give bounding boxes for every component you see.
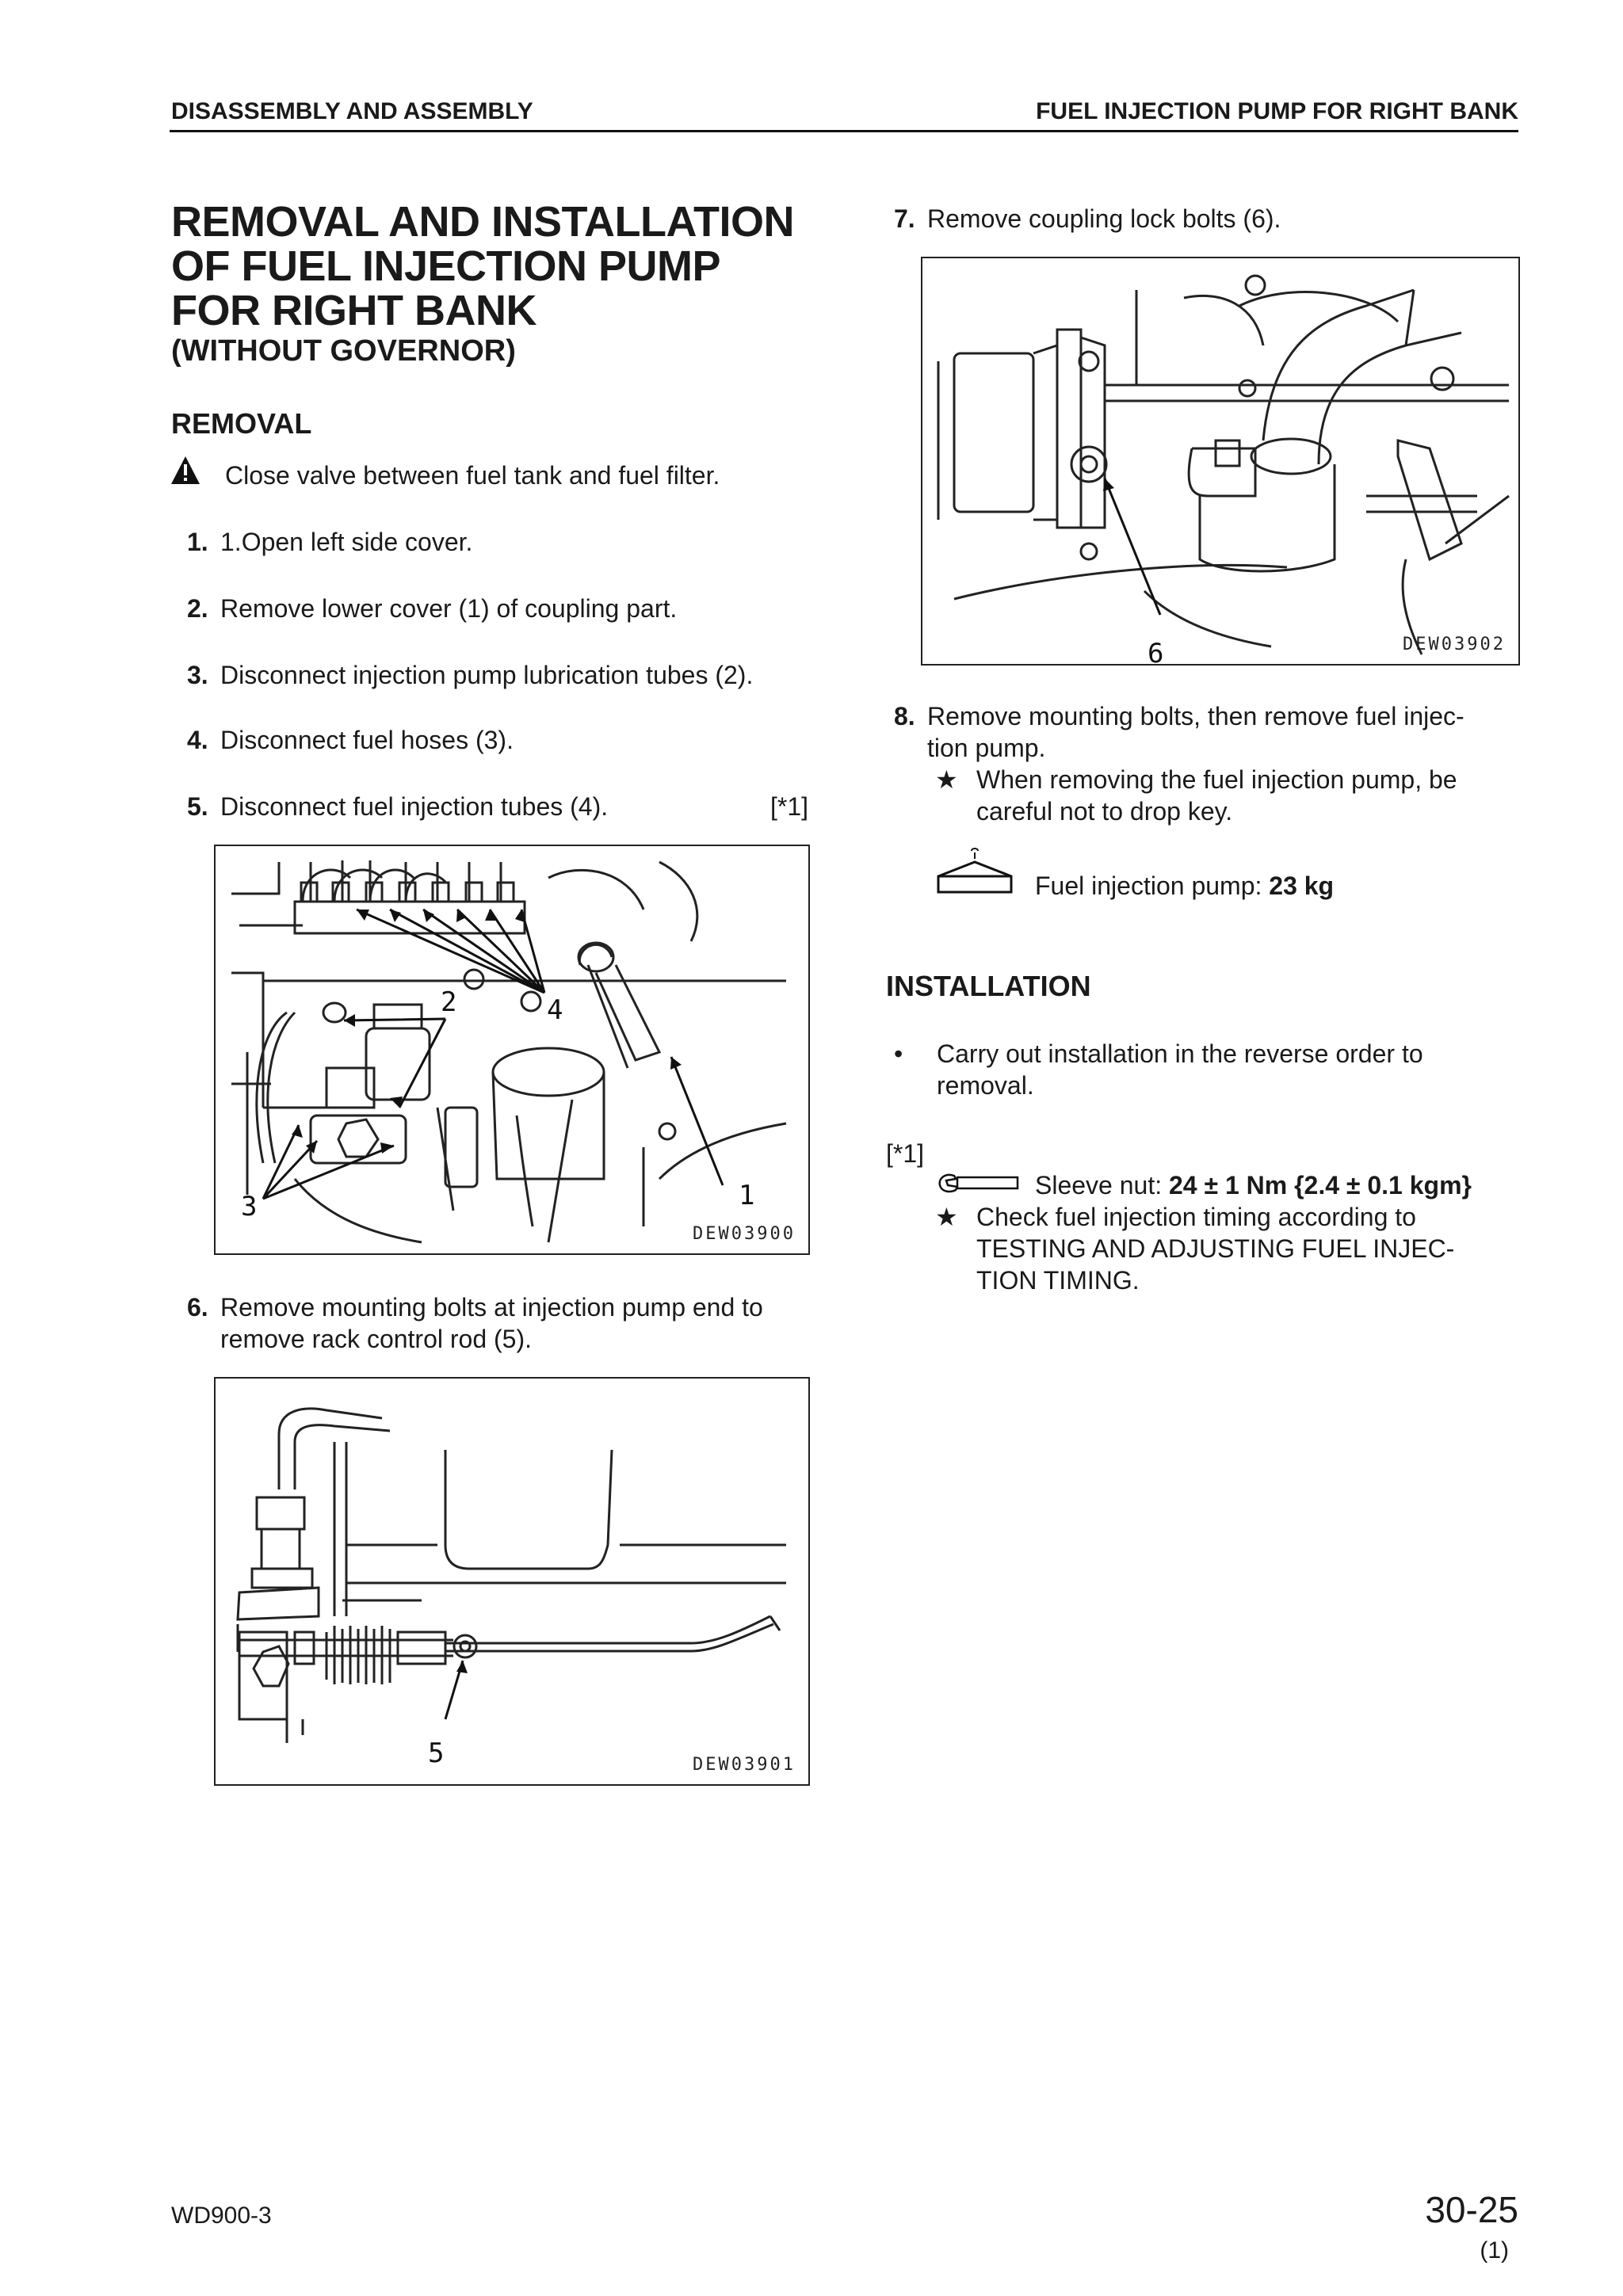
header-topic-title: FUEL INJECTION PUMP FOR RIGHT BANK [1036, 98, 1518, 124]
weight-value: 23 kg [1269, 871, 1335, 900]
torque-value: 24 ± 1 Nm {2.4 ± 0.1 kgm} [1169, 1171, 1472, 1199]
page-title [171, 200, 794, 333]
list-item [894, 203, 1520, 235]
step-text: 1.Open left side cover. [220, 528, 473, 556]
torque-text [1035, 1169, 1472, 1201]
star-icon: ★ [935, 1203, 958, 1231]
step-text-line: Remove mounting bolts, then remove fuel injec- [927, 702, 1465, 730]
step-text-line: remove rack control rod (5). [220, 1325, 533, 1353]
step-number: 8. [894, 702, 915, 730]
list-item [187, 791, 808, 822]
list-item [187, 526, 805, 558]
callout-label: 4 [547, 994, 563, 1026]
figure-coupling-lock-bolts [921, 257, 1520, 666]
bullet-icon: • [894, 1039, 903, 1068]
step-text: Remove coupling lock bolts (6). [927, 204, 1281, 233]
step-number: 1. [187, 528, 208, 556]
installation-note [976, 1201, 1520, 1296]
callout-label: 3 [241, 1191, 258, 1222]
list-item [187, 724, 805, 756]
page-title-line: REMOVAL AND INSTALLATION [171, 198, 794, 246]
step-text: Disconnect fuel injection tubes (4). [220, 792, 609, 821]
installation-note-line: TION TIMING. [976, 1266, 1140, 1295]
warning-text: Close valve between fuel tank and fuel filter. [225, 461, 720, 490]
callout-label: 2 [441, 986, 457, 1018]
figure-code: DEW03900 [693, 1224, 796, 1244]
callout-label: 5 [428, 1737, 445, 1769]
step-text [220, 1291, 823, 1355]
weight-text [1035, 870, 1334, 902]
reference-mark: [*1] [769, 792, 808, 821]
figure-rack-control-rod [214, 1377, 810, 1786]
torque-label: Sleeve nut: [1035, 1171, 1169, 1199]
reference-mark: [*1] [886, 1139, 925, 1168]
callout-label: 1 [739, 1180, 755, 1211]
step-number: 5. [187, 792, 208, 821]
step-text: Remove lower cover (1) of coupling part. [220, 594, 678, 623]
warning-triangle-icon [170, 455, 201, 486]
list-item-line: removal. [937, 1071, 1034, 1100]
lifting-weight-icon [935, 848, 1014, 894]
step-text: Disconnect fuel hoses (3). [220, 726, 514, 754]
callout-label: 6 [1148, 638, 1164, 664]
list-item [187, 659, 805, 691]
list-item-line: Carry out installation in the reverse order to [937, 1039, 1423, 1068]
installation-heading: INSTALLATION [886, 970, 1091, 1002]
footer-page-number: 30-25 [1425, 2189, 1518, 2230]
list-item [187, 593, 805, 624]
header-rule [170, 130, 1518, 132]
list-item [187, 1291, 813, 1355]
footer-model: WD900-3 [171, 2203, 272, 2229]
figure-code: DEW03901 [693, 1755, 796, 1775]
step-note [976, 764, 1520, 827]
step-note-line: careful not to drop key. [976, 797, 1233, 826]
step-text-line: Remove mounting bolts at injection pump end to [220, 1293, 763, 1322]
footer-revision: (1) [1480, 2237, 1509, 2264]
step-number: 4. [187, 726, 208, 754]
figure-injection-pump-tubes [214, 845, 810, 1255]
step-number: 6. [187, 1293, 208, 1322]
star-icon: ★ [935, 765, 958, 794]
step-number: 3. [187, 661, 208, 689]
page-title-line: OF FUEL INJECTION PUMP [171, 242, 721, 290]
removal-heading: REMOVAL [171, 407, 312, 440]
list-item [937, 1038, 1520, 1101]
page-title-line: FOR RIGHT BANK [171, 287, 537, 334]
header-section-title: DISASSEMBLY AND ASSEMBLY [171, 98, 533, 124]
figure-drawing [922, 258, 1518, 664]
weight-label: Fuel injection pump: [1035, 871, 1270, 900]
torque-wrench-icon [937, 1171, 1021, 1195]
step-number: 2. [187, 594, 208, 623]
step-text [927, 700, 1522, 764]
step-note-line: When removing the fuel injection pump, be [976, 765, 1457, 794]
installation-note-line: Check fuel injection timing according to [976, 1203, 1416, 1231]
step-text-line: tion pump. [927, 734, 1046, 762]
page-subtitle: (WITHOUT GOVERNOR) [171, 334, 516, 368]
figure-code: DEW03902 [1403, 635, 1506, 654]
installation-note-line: TESTING AND ADJUSTING FUEL INJEC- [976, 1234, 1455, 1263]
step-number: 7. [894, 204, 915, 233]
figure-drawing [216, 1379, 808, 1784]
figure-drawing [216, 846, 808, 1253]
step-text: Disconnect injection pump lubrication tubes (2). [220, 661, 754, 689]
